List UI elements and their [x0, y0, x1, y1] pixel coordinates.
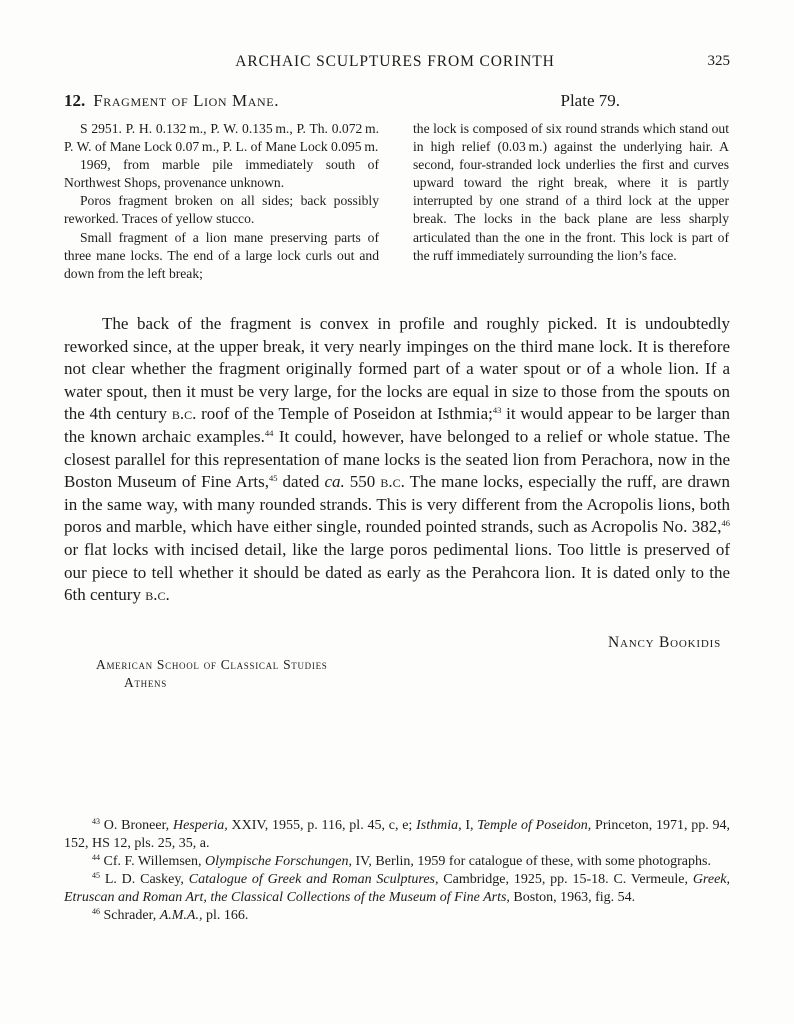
condition-paragraph: Poros fragment broken on all sides; back possibly reworked. Traces of yellow stucco. — [64, 193, 379, 227]
running-title: ARCHAIC SCULPTURES FROM CORINTH — [235, 53, 555, 70]
footnotes — [64, 817, 730, 924]
page-header — [60, 53, 730, 75]
findspot-paragraph: 1969, from marble pile immediately south of Northwest Shops, provenance unknown. — [64, 157, 379, 191]
footnote-44: $^{44}$ Cf. F. Willemsen, Olympische Forschungen, IV, Berlin, 1959 for catalogue of these, with some photographs. — [92, 852, 711, 869]
entry-number: 12. — [64, 91, 86, 110]
description-continuation: the lock is composed of six round strands which stand out in high relief (0.03 m.) against the underlying hair. A second, four-stranded lock underlies the first and curves upward toward the right break, where it is partly interrupted by one strand of a third lock at the upper break. The locks in the back plane are less sharply articulated than the one in the front. This lock is part of the ruff immediately surrounding the lion’s face. — [413, 121, 729, 263]
footnote-43: $^{43}$ O. Broneer, Hesperia, XXIV, 1955, p. 116, pl. 45, c, e; Isthmia, I, Temple of Poseidon, Princeton, 1971, pp. 94, 152, HS 12, pls. 25, 35, a. — [64, 817, 730, 851]
footnote-45: $^{45}$ L. D. Caskey, Catalogue of Greek and Roman Sculptures, Cambridge, 1925, pp. 15-18. C. Vermeule, Greek, Etruscan and Roman Art, the Classical Collections of the Museum of Fine Arts, Boston, 1963, fig. 54. — [64, 870, 730, 905]
affiliation-institution: American School of Classical Studies — [96, 657, 328, 672]
entry-description-right-column — [413, 120, 729, 265]
measurements-paragraph: S 2951. P. H. 0.132 m., P. W. 0.135 m., P. Th. 0.072 m. P. W. of Mane Lock 0.07 m., P. L. of Mane Lock 0.095 m. — [64, 121, 379, 155]
entry-description-left-column — [64, 120, 379, 283]
plate-reference: Plate 79. — [560, 91, 620, 110]
discussion-paragraph: The back of the fragment is convex in profile and roughly picked. It is undoubtedly reworked since, at the upper break, it very nearly impinges on the third mane lock. It is therefore not clear whether the fragment originally formed part of a water spout or of a whole lion. If a water spout, then it must be very large, for the locks are equal in size to those from the spouts on the 4th century b.c. roof of the Temple of Poseidon at Isthmia;$^{43}$ it would appear to be larger than the known archaic examples.$^{44}$ It could, however, have belonged to a relief or whole statue. The closest parallel for this representation of mane locks is the seated lion from Perachora, now in the Boston Museum of Fine Arts,$^{45}$ dated ca. 550 b.c. The mane locks, especially the ruff, are drawn in the same way, with many rounded strands. This is very different from the Acropolis lions, both poros and marble, which have either single, rounded pointed strands, such as Acropolis No. 382,46 or flat locks with incised detail, like the large poros pedimental lions. Too little is preserved of our piece to tell whether it should be dated as early as the Perahcora lion. It is dated only to the 6th century b.c. — [64, 314, 731, 605]
page-number: 325 — [707, 53, 730, 69]
footnote-ref-44[interactable]: 44 — [264, 427, 274, 438]
footnote-ref-45[interactable]: 45 — [268, 473, 278, 484]
footnote-ref-43[interactable]: 43 — [492, 405, 502, 416]
description-paragraph: Small fragment of a lion mane preserving parts of three mane locks. The end of a large lock curls out and down from the left break; — [64, 229, 379, 281]
affiliation-city: Athens — [124, 675, 167, 690]
entry-heading — [64, 91, 620, 113]
footnote-46: $^{46}$ Schrader, A.M.A., pl. 166. — [92, 906, 249, 923]
author-name: Nancy Bookidis — [608, 634, 721, 651]
footnote-ref-46[interactable]: 46 — [721, 518, 730, 529]
entry-title: Fragment of Lion Mane. — [93, 91, 280, 110]
